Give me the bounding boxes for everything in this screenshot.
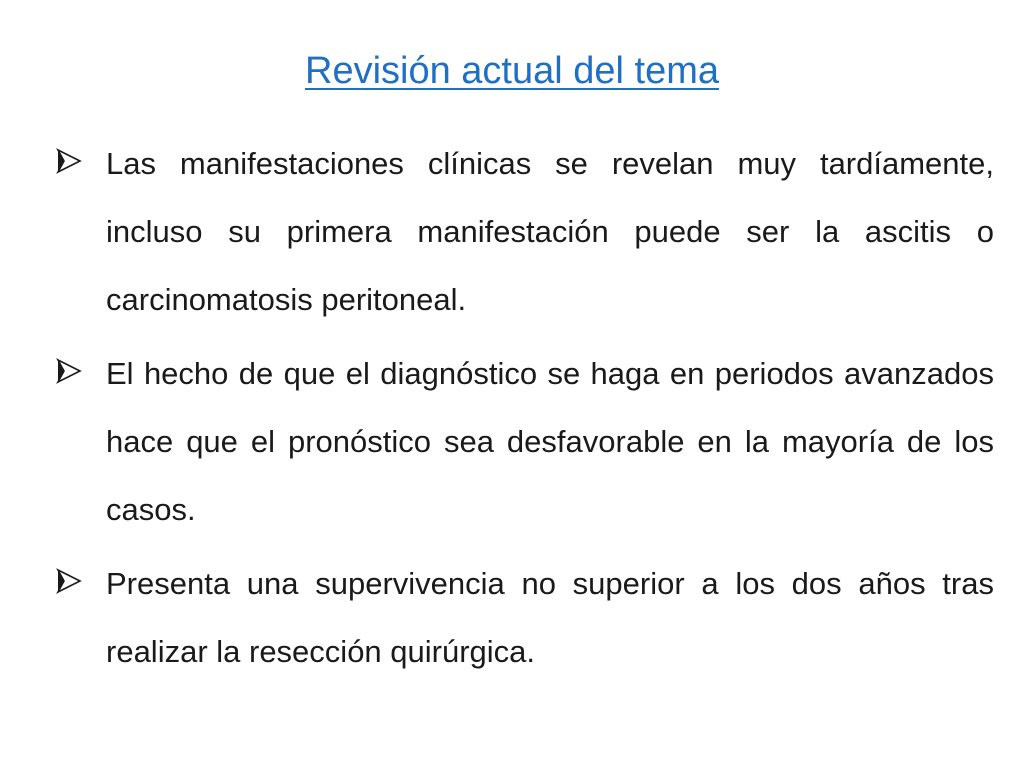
arrow-bullet-icon	[56, 568, 82, 594]
bullet-text: Las manifestaciones clínicas se revelan muy tardíamente, incluso su primera manifestación puede ser la ascitis o carcinomatosis peritoneal.	[106, 146, 994, 317]
arrow-bullet-icon	[56, 358, 82, 384]
bullet-list	[54, 130, 994, 692]
bullet-text: El hecho de que el diagnóstico se haga en periodos avanzados hace que el pronóstico sea desfavorable en la mayoría de los casos.	[106, 356, 994, 527]
slide-title: Revisión actual del tema	[305, 50, 719, 92]
list-item	[54, 130, 994, 334]
list-item	[54, 550, 994, 686]
list-item	[54, 340, 994, 544]
bullet-text: Presenta una supervivencia no superior a los dos años tras realizar la resección quirúrgica.	[106, 566, 994, 669]
arrow-bullet-icon	[56, 148, 82, 174]
